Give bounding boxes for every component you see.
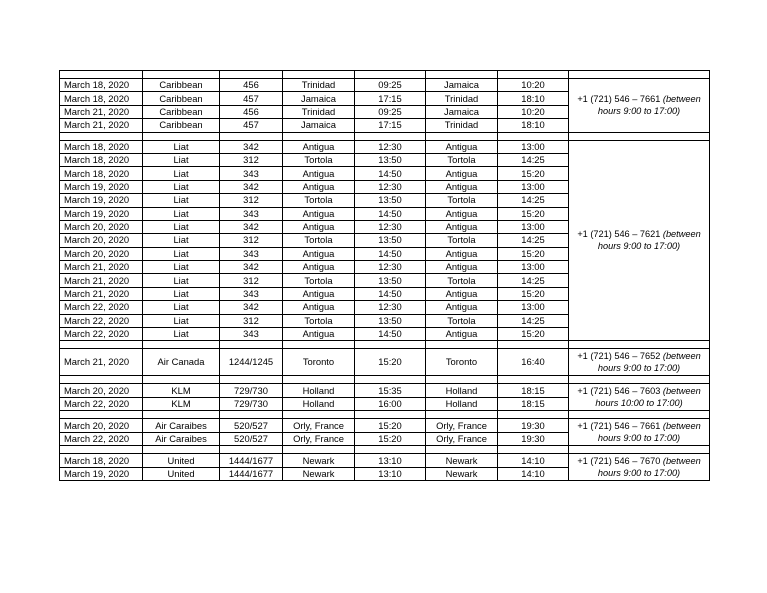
date-cell: March 21, 2020: [60, 119, 143, 132]
departure-cell: 13:50: [355, 274, 426, 287]
separator-cell: [426, 446, 498, 454]
arrival-cell: 13:00: [498, 140, 569, 153]
date-cell: March 21, 2020: [60, 287, 143, 300]
destination-cell: Newark: [426, 467, 498, 481]
date-cell: March 21, 2020: [60, 274, 143, 287]
date-cell: March 19, 2020: [60, 207, 143, 220]
separator-cell: [220, 341, 283, 349]
separator-cell: [426, 341, 498, 349]
separator-cell: [426, 71, 498, 79]
airline-cell: Air Canada: [143, 349, 220, 376]
origin-cell: Toronto: [283, 349, 355, 376]
separator-cell: [283, 411, 355, 419]
separator-cell: [426, 411, 498, 419]
destination-cell: Antigua: [426, 287, 498, 300]
arrival-cell: 14:25: [498, 274, 569, 287]
origin-cell: Orly, France: [283, 432, 355, 446]
airline-cell: KLM: [143, 384, 220, 398]
departure-cell: 13:10: [355, 467, 426, 481]
date-cell: March 21, 2020: [60, 105, 143, 118]
date-cell: March 21, 2020: [60, 261, 143, 274]
separator-cell: [498, 341, 569, 349]
separator-cell: [143, 376, 220, 384]
airline-cell: Liat: [143, 328, 220, 341]
origin-cell: Jamaica: [283, 92, 355, 105]
arrival-cell: 14:25: [498, 153, 569, 166]
arrival-cell: 14:10: [498, 467, 569, 481]
separator-row: [60, 376, 710, 384]
departure-cell: 12:30: [355, 140, 426, 153]
date-cell: March 19, 2020: [60, 194, 143, 207]
separator-cell: [426, 132, 498, 140]
date-cell: March 22, 2020: [60, 432, 143, 446]
separator-cell: [220, 446, 283, 454]
flight-cell: 343: [220, 207, 283, 220]
origin-cell: Antigua: [283, 247, 355, 260]
destination-cell: Antigua: [426, 328, 498, 341]
flight-cell: 520/527: [220, 419, 283, 433]
flight-row: [60, 384, 710, 398]
separator-cell: [60, 411, 143, 419]
contact-hours: (between hours 9:00 to 17:00): [597, 421, 701, 444]
separator-cell: [60, 341, 143, 349]
contact-info-cell: [569, 384, 710, 411]
contact-hours: (between hours 10:00 to 17:00): [595, 386, 701, 409]
separator-cell: [220, 71, 283, 79]
departure-cell: 14:50: [355, 207, 426, 220]
airline-cell: Caribbean: [143, 79, 220, 92]
flight-cell: 342: [220, 140, 283, 153]
arrival-cell: 13:00: [498, 301, 569, 314]
destination-cell: Antigua: [426, 180, 498, 193]
destination-cell: Antigua: [426, 301, 498, 314]
departure-cell: 12:30: [355, 180, 426, 193]
flight-cell: 343: [220, 167, 283, 180]
departure-cell: 09:25: [355, 105, 426, 118]
separator-cell: [355, 132, 426, 140]
airline-cell: Liat: [143, 314, 220, 327]
flight-cell: 1244/1245: [220, 349, 283, 376]
arrival-cell: 13:00: [498, 180, 569, 193]
destination-cell: Holland: [426, 397, 498, 411]
origin-cell: Antigua: [283, 328, 355, 341]
destination-cell: Tortola: [426, 194, 498, 207]
departure-cell: 14:50: [355, 328, 426, 341]
arrival-cell: 15:20: [498, 247, 569, 260]
airline-cell: Liat: [143, 301, 220, 314]
origin-cell: Trinidad: [283, 79, 355, 92]
date-cell: March 20, 2020: [60, 220, 143, 233]
departure-cell: 12:30: [355, 220, 426, 233]
destination-cell: Orly, France: [426, 432, 498, 446]
origin-cell: Antigua: [283, 261, 355, 274]
separator-cell: [283, 132, 355, 140]
date-cell: March 18, 2020: [60, 92, 143, 105]
contact-info-cell: [569, 140, 710, 341]
origin-cell: Antigua: [283, 220, 355, 233]
arrival-cell: 18:15: [498, 397, 569, 411]
airline-cell: Caribbean: [143, 119, 220, 132]
contact-info-cell: [569, 79, 710, 133]
airline-cell: KLM: [143, 397, 220, 411]
arrival-cell: 18:10: [498, 92, 569, 105]
separator-cell: [498, 376, 569, 384]
separator-cell: [569, 411, 710, 419]
separator-cell: [569, 446, 710, 454]
destination-cell: Newark: [426, 454, 498, 468]
arrival-cell: 13:00: [498, 220, 569, 233]
arrival-cell: 15:20: [498, 207, 569, 220]
flight-row: [60, 79, 710, 92]
separator-cell: [220, 376, 283, 384]
contact-info-cell: [569, 349, 710, 376]
flight-cell: 520/527: [220, 432, 283, 446]
origin-cell: Jamaica: [283, 119, 355, 132]
origin-cell: Antigua: [283, 140, 355, 153]
airline-cell: Liat: [143, 287, 220, 300]
destination-cell: Antigua: [426, 167, 498, 180]
airline-cell: Liat: [143, 234, 220, 247]
departure-cell: 15:35: [355, 384, 426, 398]
arrival-cell: 15:20: [498, 328, 569, 341]
departure-cell: 17:15: [355, 119, 426, 132]
airline-cell: United: [143, 467, 220, 481]
contact-hours: (between hours 9:00 to 17:00): [597, 351, 701, 374]
date-cell: March 22, 2020: [60, 328, 143, 341]
flight-cell: 456: [220, 105, 283, 118]
flight-cell: 342: [220, 220, 283, 233]
flight-row: [60, 419, 710, 433]
destination-cell: Antigua: [426, 140, 498, 153]
flight-cell: 342: [220, 180, 283, 193]
destination-cell: Antigua: [426, 207, 498, 220]
arrival-cell: 15:20: [498, 287, 569, 300]
departure-cell: 12:30: [355, 301, 426, 314]
flight-schedule-table: [59, 70, 710, 481]
flight-cell: 312: [220, 314, 283, 327]
separator-row: [60, 132, 710, 140]
date-cell: March 20, 2020: [60, 419, 143, 433]
flight-row: [60, 140, 710, 153]
origin-cell: Trinidad: [283, 105, 355, 118]
contact-info-cell: [569, 454, 710, 481]
contact-phone: +1 (721) 546 – 7661: [577, 94, 661, 105]
date-cell: March 22, 2020: [60, 314, 143, 327]
flight-cell: 457: [220, 92, 283, 105]
destination-cell: Orly, France: [426, 419, 498, 433]
arrival-cell: 14:25: [498, 314, 569, 327]
date-cell: March 20, 2020: [60, 234, 143, 247]
destination-cell: Antigua: [426, 220, 498, 233]
separator-cell: [569, 376, 710, 384]
airline-cell: Liat: [143, 194, 220, 207]
arrival-cell: 13:00: [498, 261, 569, 274]
date-cell: March 18, 2020: [60, 140, 143, 153]
departure-cell: 16:00: [355, 397, 426, 411]
departure-cell: 13:50: [355, 194, 426, 207]
separator-cell: [143, 71, 220, 79]
contact-hours: (between hours 9:00 to 17:00): [597, 456, 701, 479]
origin-cell: Tortola: [283, 274, 355, 287]
separator-cell: [355, 411, 426, 419]
contact-hours: (between hours 9:00 to 17:00): [597, 229, 701, 252]
separator-cell: [283, 71, 355, 79]
airline-cell: Air Caraibes: [143, 419, 220, 433]
departure-cell: 13:50: [355, 314, 426, 327]
date-cell: March 18, 2020: [60, 153, 143, 166]
date-cell: March 19, 2020: [60, 467, 143, 481]
departure-cell: 15:20: [355, 419, 426, 433]
separator-cell: [498, 446, 569, 454]
airline-cell: Liat: [143, 247, 220, 260]
flight-cell: 1444/1677: [220, 454, 283, 468]
date-cell: March 20, 2020: [60, 247, 143, 260]
separator-cell: [569, 132, 710, 140]
arrival-cell: 10:20: [498, 105, 569, 118]
arrival-cell: 19:30: [498, 419, 569, 433]
departure-cell: 13:50: [355, 153, 426, 166]
departure-cell: 13:50: [355, 234, 426, 247]
flight-cell: 343: [220, 287, 283, 300]
origin-cell: Holland: [283, 384, 355, 398]
contact-phone: +1 (721) 546 – 7652: [577, 351, 661, 362]
origin-cell: Orly, France: [283, 419, 355, 433]
flight-cell: 729/730: [220, 384, 283, 398]
departure-cell: 15:20: [355, 432, 426, 446]
origin-cell: Antigua: [283, 167, 355, 180]
arrival-cell: 19:30: [498, 432, 569, 446]
contact-phone: +1 (721) 546 – 7603: [577, 386, 661, 397]
departure-cell: 14:50: [355, 287, 426, 300]
separator-cell: [143, 411, 220, 419]
departure-cell: 13:10: [355, 454, 426, 468]
separator-cell: [498, 71, 569, 79]
separator-cell: [498, 411, 569, 419]
separator-row: [60, 341, 710, 349]
separator-cell: [498, 132, 569, 140]
origin-cell: Newark: [283, 454, 355, 468]
origin-cell: Holland: [283, 397, 355, 411]
contact-phone: +1 (721) 546 – 7661: [577, 421, 661, 432]
flight-cell: 343: [220, 328, 283, 341]
departure-cell: 09:25: [355, 79, 426, 92]
destination-cell: Trinidad: [426, 119, 498, 132]
departure-cell: 12:30: [355, 261, 426, 274]
separator-cell: [355, 341, 426, 349]
origin-cell: Tortola: [283, 153, 355, 166]
separator-cell: [283, 341, 355, 349]
airline-cell: Liat: [143, 207, 220, 220]
date-cell: March 21, 2020: [60, 349, 143, 376]
flight-cell: 342: [220, 261, 283, 274]
origin-cell: Tortola: [283, 314, 355, 327]
separator-row: [60, 411, 710, 419]
destination-cell: Tortola: [426, 153, 498, 166]
airline-cell: United: [143, 454, 220, 468]
destination-cell: Tortola: [426, 234, 498, 247]
destination-cell: Holland: [426, 384, 498, 398]
separator-cell: [220, 411, 283, 419]
flight-cell: 456: [220, 79, 283, 92]
destination-cell: Trinidad: [426, 92, 498, 105]
arrival-cell: 14:10: [498, 454, 569, 468]
flight-cell: 342: [220, 301, 283, 314]
departure-cell: 14:50: [355, 247, 426, 260]
arrival-cell: 15:20: [498, 167, 569, 180]
separator-cell: [60, 376, 143, 384]
separator-cell: [355, 71, 426, 79]
flight-cell: 312: [220, 194, 283, 207]
arrival-cell: 10:20: [498, 79, 569, 92]
separator-cell: [569, 341, 710, 349]
separator-cell: [355, 376, 426, 384]
airline-cell: Air Caraibes: [143, 432, 220, 446]
arrival-cell: 16:40: [498, 349, 569, 376]
arrival-cell: 14:25: [498, 234, 569, 247]
airline-cell: Caribbean: [143, 92, 220, 105]
contact-hours: (between hours 9:00 to 17:00): [597, 94, 701, 117]
airline-cell: Liat: [143, 153, 220, 166]
separator-cell: [143, 132, 220, 140]
contact-phone: +1 (721) 546 – 7670: [577, 456, 661, 467]
airline-cell: Caribbean: [143, 105, 220, 118]
origin-cell: Antigua: [283, 207, 355, 220]
date-cell: March 18, 2020: [60, 167, 143, 180]
flight-cell: 343: [220, 247, 283, 260]
date-cell: March 22, 2020: [60, 301, 143, 314]
destination-cell: Antigua: [426, 261, 498, 274]
destination-cell: Jamaica: [426, 79, 498, 92]
date-cell: March 19, 2020: [60, 180, 143, 193]
origin-cell: Antigua: [283, 301, 355, 314]
contact-info-cell: [569, 419, 710, 446]
destination-cell: Tortola: [426, 314, 498, 327]
separator-cell: [220, 132, 283, 140]
arrival-cell: 18:15: [498, 384, 569, 398]
airline-cell: Liat: [143, 220, 220, 233]
date-cell: March 18, 2020: [60, 79, 143, 92]
airline-cell: Liat: [143, 274, 220, 287]
date-cell: March 18, 2020: [60, 454, 143, 468]
separator-cell: [355, 446, 426, 454]
separator-cell: [283, 446, 355, 454]
airline-cell: Liat: [143, 140, 220, 153]
departure-cell: 14:50: [355, 167, 426, 180]
flight-row: [60, 349, 710, 376]
separator-cell: [143, 446, 220, 454]
flight-row: [60, 454, 710, 468]
separator-cell: [143, 341, 220, 349]
departure-cell: 15:20: [355, 349, 426, 376]
separator-cell: [426, 376, 498, 384]
separator-cell: [569, 71, 710, 79]
destination-cell: Toronto: [426, 349, 498, 376]
destination-cell: Tortola: [426, 274, 498, 287]
separator-row: [60, 71, 710, 79]
separator-row: [60, 446, 710, 454]
airline-cell: Liat: [143, 167, 220, 180]
origin-cell: Tortola: [283, 234, 355, 247]
airline-cell: Liat: [143, 261, 220, 274]
airline-cell: Liat: [143, 180, 220, 193]
flight-cell: 729/730: [220, 397, 283, 411]
arrival-cell: 14:25: [498, 194, 569, 207]
origin-cell: Antigua: [283, 180, 355, 193]
destination-cell: Antigua: [426, 247, 498, 260]
origin-cell: Newark: [283, 467, 355, 481]
date-cell: March 22, 2020: [60, 397, 143, 411]
separator-cell: [60, 132, 143, 140]
departure-cell: 17:15: [355, 92, 426, 105]
flight-cell: 312: [220, 234, 283, 247]
separator-cell: [60, 71, 143, 79]
date-cell: March 20, 2020: [60, 384, 143, 398]
origin-cell: Antigua: [283, 287, 355, 300]
flight-cell: 312: [220, 274, 283, 287]
arrival-cell: 18:10: [498, 119, 569, 132]
flight-cell: 457: [220, 119, 283, 132]
flight-cell: 1444/1677: [220, 467, 283, 481]
flight-cell: 312: [220, 153, 283, 166]
destination-cell: Jamaica: [426, 105, 498, 118]
separator-cell: [60, 446, 143, 454]
separator-cell: [283, 376, 355, 384]
origin-cell: Tortola: [283, 194, 355, 207]
contact-phone: +1 (721) 546 – 7621: [577, 229, 661, 240]
